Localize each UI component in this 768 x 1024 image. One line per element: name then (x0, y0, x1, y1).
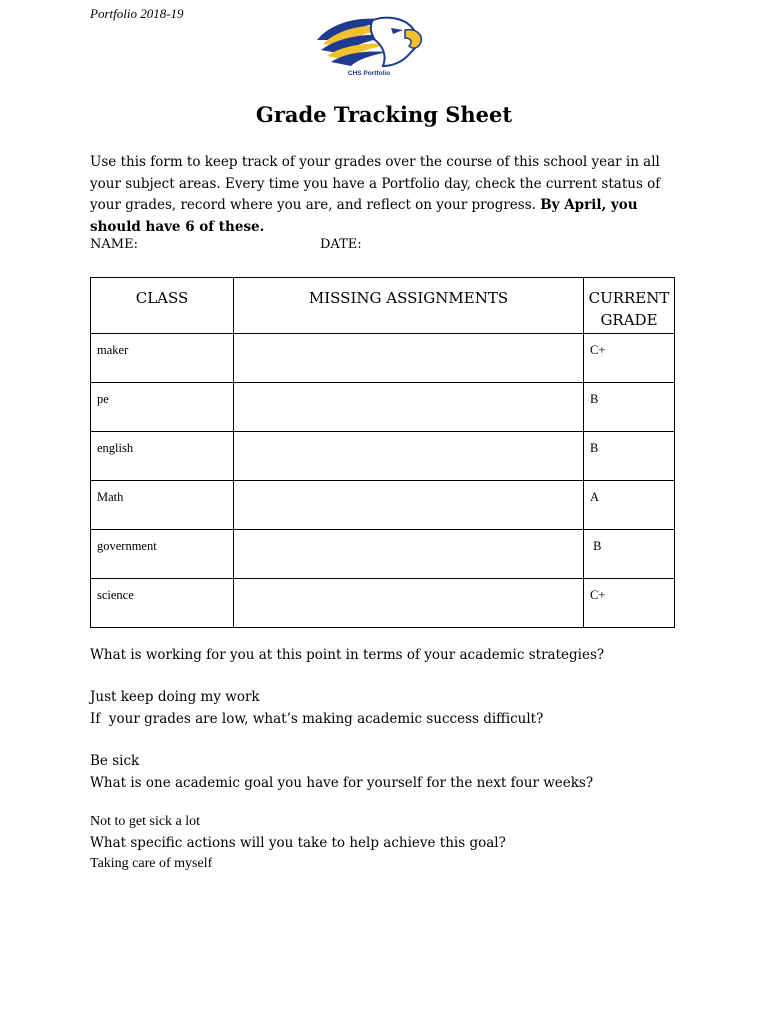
missing-cell (234, 579, 584, 628)
intro-paragraph (90, 152, 690, 238)
answer-actions: Taking care of myself (90, 856, 213, 871)
class-name: maker (97, 343, 129, 357)
answer-strategies: Just keep doing my work (90, 689, 260, 705)
grade-cell (584, 481, 675, 530)
logo-caption: CHS Portfolio (347, 70, 391, 77)
grade-cell (584, 334, 675, 383)
table-header-row (91, 278, 675, 334)
table-row (91, 530, 675, 579)
grade-value: B (590, 392, 599, 406)
table-row (91, 383, 675, 432)
grade-cell (584, 579, 675, 628)
missing-cell (234, 432, 584, 481)
answer-difficulty: Be sick (90, 753, 140, 769)
missing-value (234, 334, 583, 343)
missing-value (234, 383, 583, 392)
missing-cell (234, 481, 584, 530)
class-cell (91, 530, 234, 579)
class-cell (91, 432, 234, 481)
question-goal: What is one academic goal you have for yourself for the next four weeks? (90, 775, 594, 791)
answer-goal: Not to get sick a lot (90, 814, 201, 829)
missing-value (234, 481, 583, 490)
intro-bold-text: By April, you should have 6 of these. (90, 197, 638, 235)
class-name: Math (97, 490, 124, 504)
grade-value: B (590, 539, 602, 553)
page-title: Grade Tracking Sheet (255, 102, 513, 127)
grade-value: C+ (590, 343, 606, 357)
class-name: science (97, 588, 134, 602)
missing-cell (234, 334, 584, 383)
class-cell (91, 481, 234, 530)
table-row (91, 481, 675, 530)
grade-cell (584, 530, 675, 579)
missing-cell (234, 383, 584, 432)
missing-value (234, 432, 583, 441)
portfolio-year-note: Portfolio 2018-19 (90, 6, 184, 21)
header-missing-assignments: MISSING ASSIGNMENTS (234, 278, 584, 334)
class-name: pe (97, 392, 109, 406)
grade-value: C+ (590, 588, 606, 602)
name-field-label: NAME: (90, 237, 138, 252)
grade-table (90, 277, 675, 628)
grade-cell (584, 432, 675, 481)
intro-text: Use this form to keep track of your grades over the course of this school year in all your subject areas. Every time you have a Portfolio day, check the current status of your grades, record where you are, and reflect on your progress. (90, 154, 661, 213)
table-row (91, 579, 675, 628)
header-class: CLASS (91, 278, 234, 334)
class-cell (91, 334, 234, 383)
class-cell (91, 579, 234, 628)
table-row (91, 334, 675, 383)
grade-value: A (590, 490, 600, 504)
grade-value: B (590, 441, 599, 455)
question-difficulty: If your grades are low, what’s making academic success difficult? (90, 711, 544, 727)
class-name: english (97, 441, 134, 455)
class-name: government (97, 539, 157, 553)
header-current-grade: CURRENT GRADE (584, 278, 675, 334)
date-field-label: DATE: (320, 237, 362, 252)
grade-cell (584, 383, 675, 432)
missing-value (234, 579, 583, 588)
question-actions: What specific actions will you take to help achieve this goal? (90, 835, 506, 851)
question-strategies: What is working for you at this point in terms of your academic strategies? (90, 647, 605, 663)
missing-value (234, 530, 583, 539)
table-row (91, 432, 675, 481)
missing-cell (234, 530, 584, 579)
class-cell (91, 383, 234, 432)
